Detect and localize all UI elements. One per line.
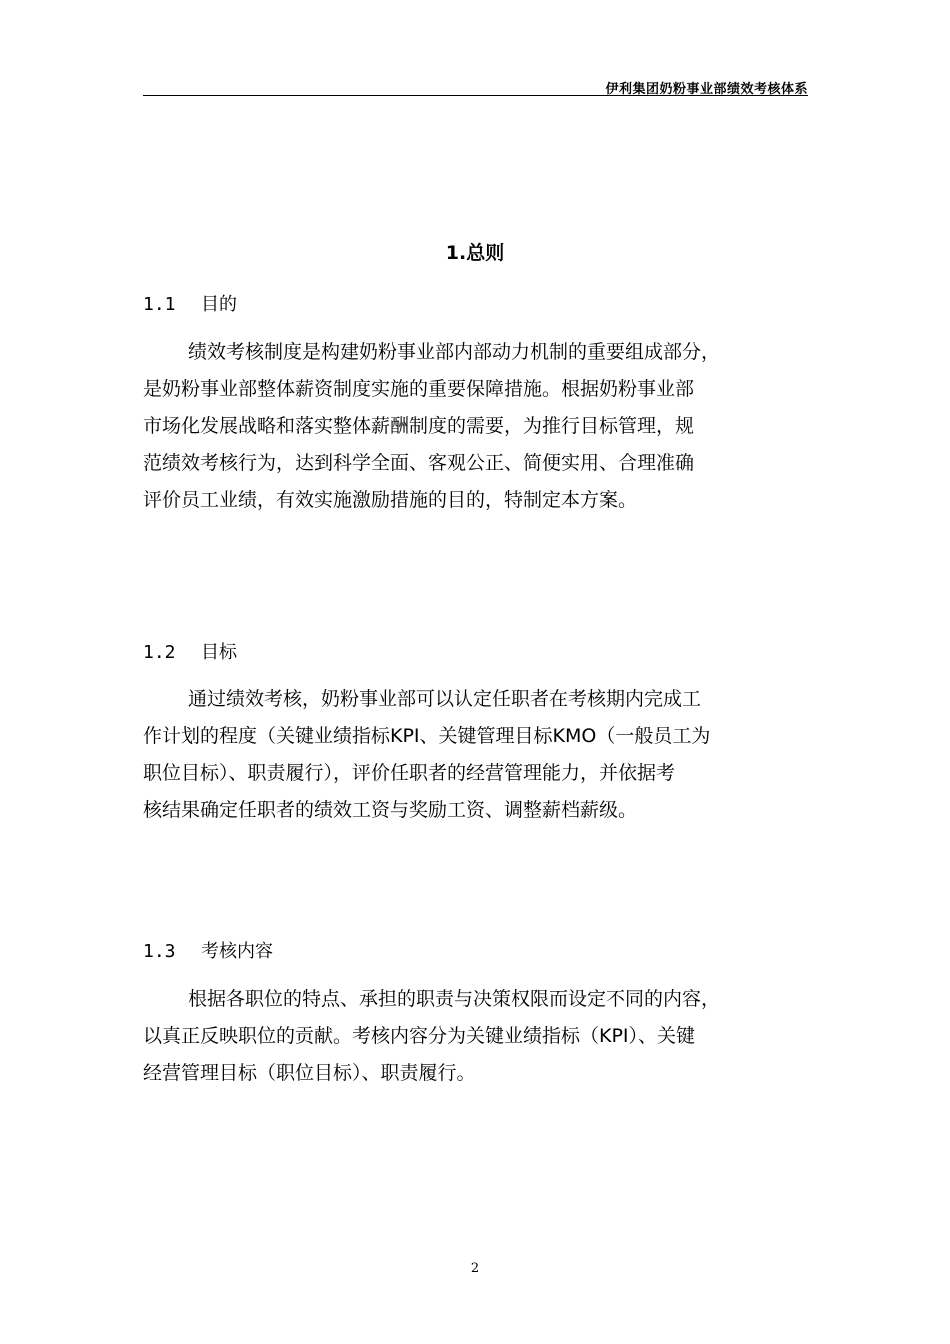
header-rule <box>143 95 808 96</box>
body-line: 范绩效考核行为，达到科学全面、客观公正、简便实用、合理准确 <box>143 452 695 474</box>
section-body-1-3 <box>143 981 813 1092</box>
body-line: 以真正反映职位的贡献。考核内容分为关键业绩指标（KPI）、关键 <box>143 1025 696 1047</box>
section-number: 1.3 <box>143 941 176 962</box>
page-number: 2 <box>470 1261 480 1276</box>
running-header-title: 伊利集团奶粉事业部绩效考核体系 <box>605 82 808 97</box>
body-line: 根据各职位的特点、承担的职责与决策权限而设定不同的内容， <box>188 988 721 1010</box>
section-heading-1-1 <box>143 290 237 316</box>
section-heading-1-3 <box>143 937 273 963</box>
body-line: 通过绩效考核，奶粉事业部可以认定任职者在考核期内完成工 <box>188 688 702 710</box>
chapter-title: 1.总则 <box>445 242 505 264</box>
section-title: 目的 <box>201 294 237 315</box>
body-line: 核结果确定任职者的绩效工资与奖励工资、调整薪档薪级。 <box>143 799 638 821</box>
section-number: 1.1 <box>143 294 176 315</box>
section-heading-1-2 <box>143 638 237 664</box>
body-line: 市场化发展战略和落实整体薪酬制度的需要，为推行目标管理，规 <box>143 415 695 437</box>
section-title: 目标 <box>201 642 237 663</box>
section-number: 1.2 <box>143 642 176 663</box>
body-line: 作计划的程度（关键业绩指标KPI、关键管理目标KMO（一般员工为 <box>143 725 711 747</box>
section-body-1-2 <box>143 681 813 829</box>
section-title: 考核内容 <box>201 941 273 962</box>
body-line: 经营管理目标（职位目标）、职责履行。 <box>143 1062 476 1084</box>
section-body-1-1 <box>143 334 813 519</box>
body-line: 绩效考核制度是构建奶粉事业部内部动力机制的重要组成部分， <box>188 341 721 363</box>
body-line: 职位目标）、职责履行），评价任职者的经营管理能力，并依据考 <box>143 762 676 784</box>
body-line: 是奶粉事业部整体薪资制度实施的重要保障措施。根据奶粉事业部 <box>143 378 695 400</box>
body-line: 评价员工业绩，有效实施激励措施的目的，特制定本方案。 <box>143 489 638 511</box>
